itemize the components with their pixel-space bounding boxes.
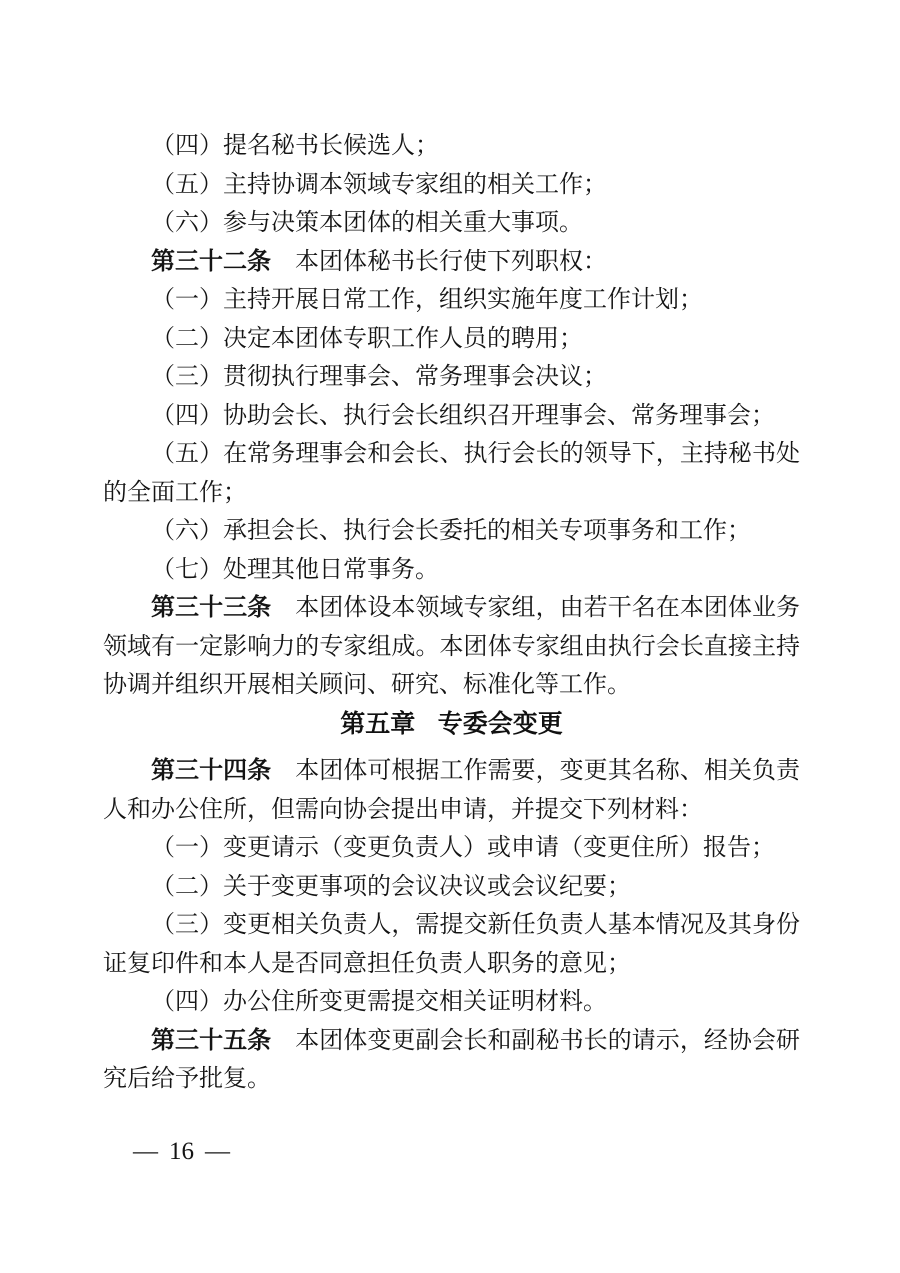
list-item-paragraph [103, 868, 800, 907]
paragraph-text: （五）在常务理事会和会长、执行会长的领导下，主持秘书处的全面工作； [103, 441, 800, 506]
paragraph-text: （六）参与决策本团体的相关重大事项。 [151, 210, 583, 236]
article-number: 第三十三条 [151, 595, 272, 621]
paragraph-text: （一）主持开展日常工作，组织实施年度工作计划； [151, 287, 703, 313]
paragraph-text: （六）承担会长、执行会长委托的相关专项事务和工作； [151, 518, 751, 544]
paragraph-text: 本团体可根据工作需要，变更其名称、相关负责人和办公住所，但需向协会提出申请，并提交下列材料： [103, 758, 801, 823]
paragraph-text: （四）协助会长、执行会长组织召开理事会、常务理事会； [151, 402, 775, 429]
list-item-paragraph [103, 551, 800, 590]
article-paragraph [103, 243, 800, 282]
article-paragraph [103, 752, 800, 829]
page-number: 16 [169, 1138, 194, 1165]
paragraph-text: （七）处理其他日常事务。 [151, 556, 439, 583]
paragraph-text: （五）主持协调本领域专家组的相关工作； [151, 171, 607, 198]
chapter-title: 专委会变更 [437, 709, 563, 738]
article-number: 第三十二条 [151, 248, 271, 275]
list-item-paragraph [103, 906, 800, 983]
paragraph-text: （二）决定本团体专职工作人员的聘用； [151, 325, 583, 352]
paragraph-text: （二）关于变更事项的会议决议或会议纪要； [151, 873, 631, 900]
article-paragraph [103, 589, 800, 705]
page-footer [133, 1136, 230, 1168]
article-number: 第三十四条 [151, 758, 272, 784]
list-item-paragraph [103, 358, 800, 397]
footer-dash-left: — [133, 1138, 158, 1165]
list-item-paragraph [103, 983, 800, 1022]
list-item-paragraph [103, 166, 800, 205]
paragraph-text: 本团体变更副会长和副秘书长的请示，经协会研究后给予批复。 [103, 1027, 801, 1092]
list-item-paragraph [103, 829, 800, 868]
chapter-number: 第五章 [340, 709, 416, 738]
document-body [103, 127, 800, 1099]
list-item-paragraph [103, 320, 800, 359]
paragraph-text: （三）变更相关负责人，需提交新任负责人基本情况及其身份证复印件和本人是否同意担任负责人职务的意见； [103, 912, 800, 977]
list-item-paragraph [103, 397, 800, 436]
list-item-paragraph [103, 435, 800, 512]
paragraph-text: （一）变更请示（变更负责人）或申请（变更住所）报告； [151, 835, 775, 861]
list-item-paragraph [103, 512, 800, 551]
chapter-heading [103, 705, 800, 744]
list-item-paragraph [103, 127, 800, 166]
article-number: 第三十五条 [151, 1027, 272, 1054]
paragraph-text: 本团体秘书长行使下列职权： [295, 248, 607, 275]
paragraph-text: （四）办公住所变更需提交相关证明材料。 [151, 989, 607, 1015]
list-item-paragraph [103, 281, 800, 320]
paragraph-text: （三）贯彻执行理事会、常务理事会决议； [151, 364, 607, 390]
paragraph-text: （四）提名秘书长候选人； [151, 133, 439, 159]
article-paragraph [103, 1022, 800, 1099]
footer-dash-right: — [205, 1138, 230, 1165]
list-item-paragraph [103, 204, 800, 243]
paragraph-text: 本团体设本领域专家组，由若干名在本团体业务领域有一定影响力的专家组成。本团体专家组由执行会长直接主持协调并组织开展相关顾问、研究、标准化等工作。 [103, 595, 801, 698]
